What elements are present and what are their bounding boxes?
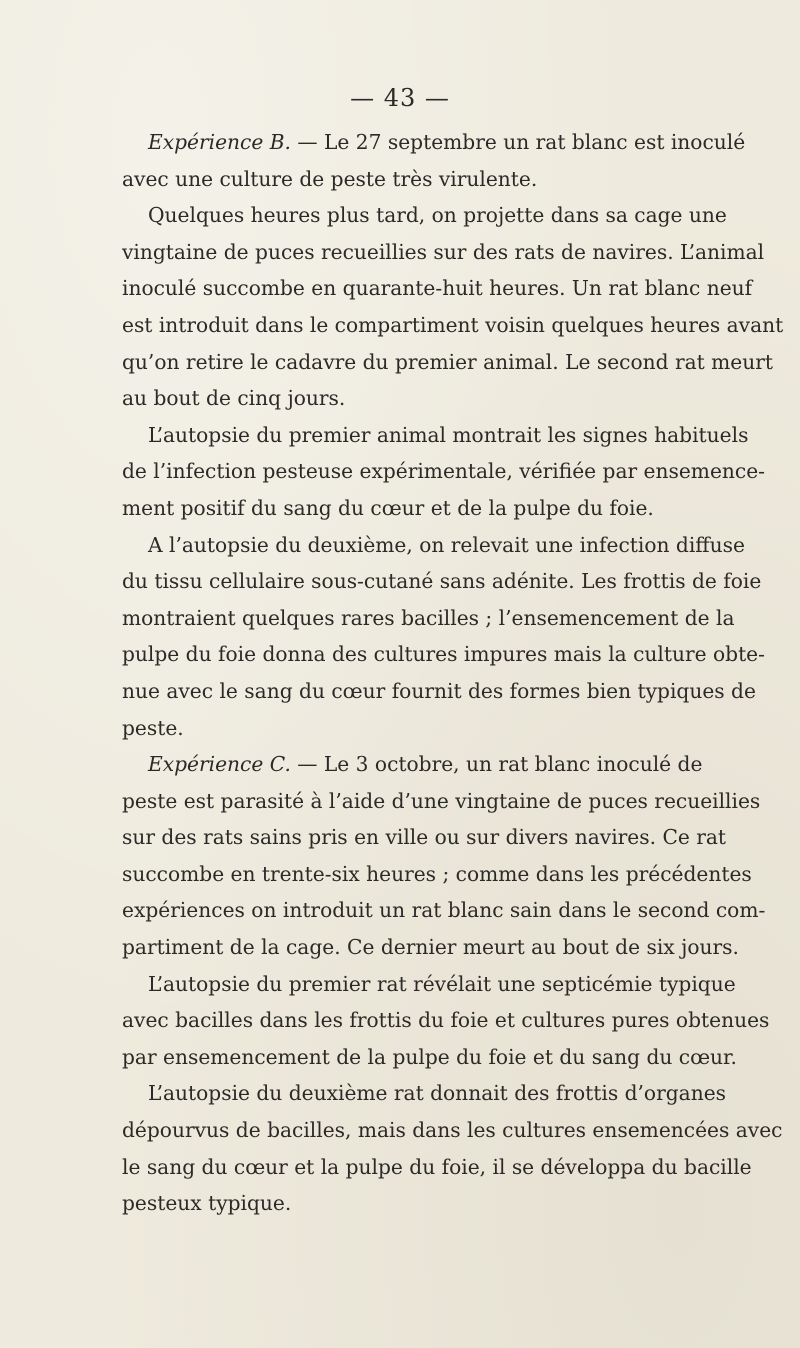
text-line: nue avec le sang du cœur fournit des formes bien typiques de (122, 678, 756, 703)
experiment-heading: Expérience B. (148, 130, 291, 154)
text-line: A l’autopsie du deuxième, on relevait une infection diffuse (148, 532, 745, 557)
text-line: partiment de la cage. Ce dernier meurt au bout de six jours. (122, 935, 739, 960)
text-line: L’autopsie du premier animal montrait les signes habituels (148, 422, 749, 447)
text-line: est introduit dans le compartiment voisin quelques heures avant (122, 312, 784, 337)
text-line: pesteux typique. (122, 1191, 292, 1216)
text-line: du tissu cellulaire sous-cutané sans adénite. Les frottis de foie (122, 569, 762, 594)
text-line: Quelques heures plus tard, on projette dans sa cage une (148, 203, 727, 228)
text-line: par ensemencement de la pulpe du foie et du sang du cœur. (122, 1044, 737, 1069)
text-line: au bout de cinq jours. (122, 386, 346, 411)
text-line: peste est parasité à l’aide d’une vingtaine de puces recueillies (122, 788, 761, 813)
text-line: avec bacilles dans les frottis du foie et cultures pures obtenues (122, 1008, 770, 1033)
text-line: de l’infection pesteuse expérimentale, vérifiée par ensemence- (122, 459, 765, 484)
experiment-heading: Expérience C. (148, 752, 291, 777)
text-line: peste. (122, 715, 184, 740)
text-line: L’autopsie du premier rat révélait une septicémie typique (148, 971, 736, 996)
text-line: inoculé succombe en quarante-huit heures. Un rat blanc neuf (122, 276, 753, 301)
text-line: pulpe du foie donna des cultures impures mais la culture obte- (122, 642, 765, 667)
text-line: ment positif du sang du cœur et de la pulpe du foie. (122, 495, 654, 520)
text-line: dépourvus de bacilles, mais dans les cultures ensemencées avec (122, 1118, 783, 1143)
text-line: le sang du cœur et la pulpe du foie, il se développa du bacille (122, 1154, 752, 1179)
page-number-header: — 43 — (350, 84, 450, 112)
text-line: succombe en trente-six heures ; comme dans les précédentes (122, 861, 752, 886)
text-line: Expérience C. — Le 3 octobre, un rat blanc inoculé de (148, 752, 703, 777)
text-line: montraient quelques rares bacilles ; l’ensemencement de la (122, 605, 735, 630)
text-line: avec une culture de peste très virulente. (122, 166, 538, 191)
text-line: qu’on retire le cadavre du premier animal. Le second rat meurt (122, 349, 774, 374)
text-line: expériences on introduit un rat blanc sain dans le second com- (122, 898, 766, 923)
text-line: vingtaine de puces recueillies sur des rats de navires. L’animal (122, 239, 765, 264)
body-text (122, 124, 784, 1222)
text-line: Expérience B. — Le 27 septembre un rat blanc est inoculé (148, 130, 746, 154)
text-line: sur des rats sains pris en ville ou sur divers navires. Ce rat (122, 825, 727, 850)
text-line: L’autopsie du deuxième rat donnait des frottis d’organes (148, 1081, 727, 1106)
